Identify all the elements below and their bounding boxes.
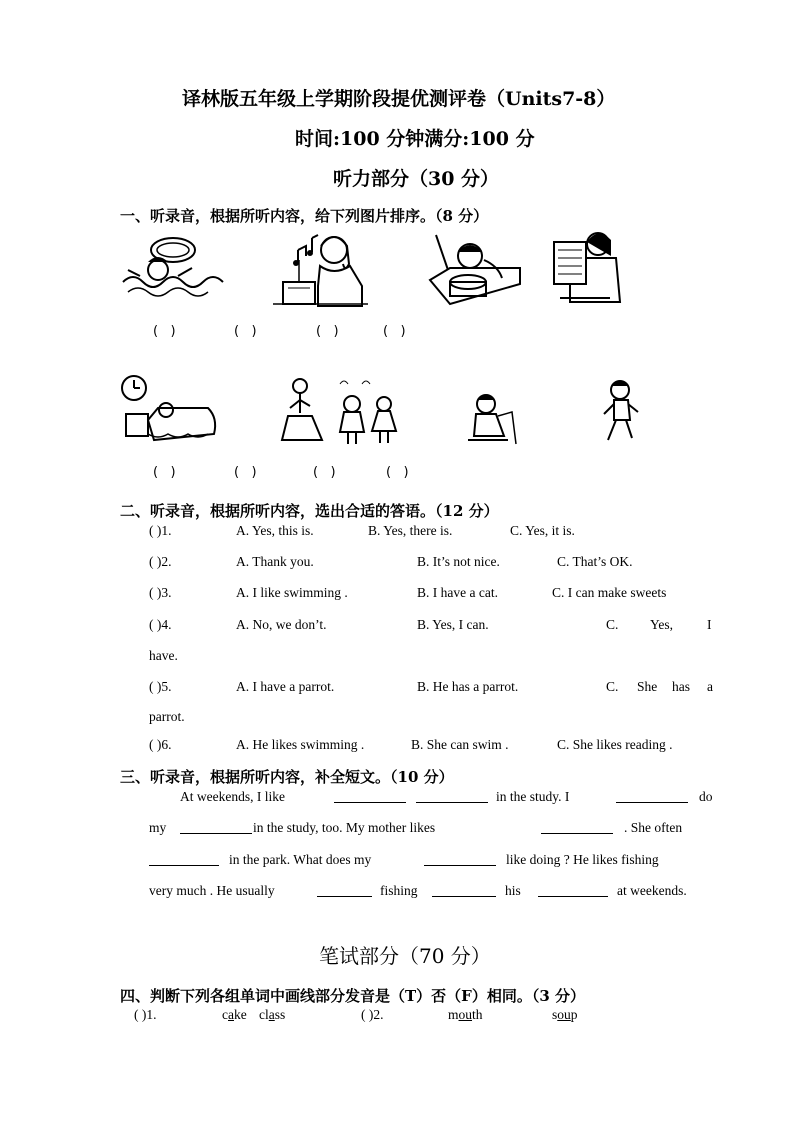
s4-q2-word1-pre: m — [448, 1007, 459, 1022]
answer-blank-row1-4[interactable]: ( ) — [383, 324, 406, 339]
s4-q1-word2-underlined: a — [268, 1007, 275, 1022]
passage-line4-text3: his — [505, 883, 521, 898]
q2-number[interactable]: ( )2. — [149, 554, 172, 569]
exam-time-line: 时间:100 分钟满分:100 分 — [295, 128, 535, 150]
sleeping-bed-icon — [118, 374, 220, 446]
q3-option-b: B. I have a cat. — [417, 585, 498, 600]
passage-blank-5[interactable] — [541, 819, 613, 834]
cooking-boy-icon — [428, 230, 523, 308]
q6-option-b: B. She can swim . — [411, 737, 509, 752]
s4-q1-number[interactable]: ( )1. — [134, 1007, 157, 1022]
passage-line4-text4: at weekends. — [617, 883, 687, 898]
answer-blank-row2-3[interactable]: ( ) — [313, 465, 336, 480]
q2-option-b: B. It’s not nice. — [417, 554, 500, 569]
written-heading: 笔试部分（70 分） — [319, 944, 491, 968]
passage-blank-4[interactable] — [180, 819, 252, 834]
q1-option-b: B. Yes, there is. — [368, 523, 453, 538]
q1-option-a: A. Yes, this is. — [236, 523, 314, 538]
s4-q2-word2-underlined: ou — [557, 1007, 571, 1022]
q3-option-a: A. I like swimming . — [236, 585, 348, 600]
s4-q1-word2-post: ss — [274, 1007, 286, 1022]
passage-line1-text3: do — [699, 789, 713, 804]
q4-number[interactable]: ( )4. — [149, 617, 172, 632]
q4-option-c-word1: Yes, — [650, 617, 674, 632]
q4-option-c-label: C. — [606, 617, 619, 632]
answer-blank-row2-2[interactable]: ( ) — [234, 465, 257, 480]
s4-q2-word1-post: th — [472, 1007, 483, 1022]
q4-option-b: B. Yes, I can. — [417, 617, 489, 632]
answer-blank-row1-3[interactable]: ( ) — [316, 324, 339, 339]
passage-blank-3[interactable] — [616, 788, 688, 803]
listening-heading: 听力部分（30 分） — [333, 168, 500, 190]
s4-q2-word2-post: p — [570, 1007, 578, 1022]
passage-line2-text2: in the study, too. My mother likes — [253, 820, 436, 835]
q5-option-c-label: C. — [606, 679, 619, 694]
q2-option-c: C. That’s OK. — [557, 554, 633, 569]
passage-line2-text3: . She often — [624, 820, 683, 835]
passage-line3-text1: in the park. What does my — [229, 852, 372, 867]
q5-option-c-cont: parrot. — [149, 709, 185, 724]
answer-blank-row2-1[interactable]: ( ) — [153, 465, 176, 480]
music-girl-icon — [268, 230, 373, 308]
running-boy-icon — [598, 378, 643, 446]
s4-q1-word1-underlined: a — [228, 1007, 234, 1022]
section2-heading: 二、听录音，根据所听内容，选出合适的答语。（12 分） — [120, 502, 499, 520]
q1-option-c: C. Yes, it is. — [510, 523, 575, 538]
q5-option-b: B. He has a parrot. — [417, 679, 519, 694]
answer-blank-row2-4[interactable]: ( ) — [386, 465, 409, 480]
s4-q1-word1 — [222, 1007, 247, 1023]
passage-blank-9[interactable] — [432, 882, 496, 897]
answer-blank-row1-1[interactable]: ( ) — [153, 324, 176, 339]
s4-q2-number[interactable]: ( )2. — [361, 1007, 384, 1022]
q4-option-a: A. No, we don’t. — [236, 617, 327, 632]
s4-q1-word1-post: ke — [234, 1007, 247, 1022]
s4-q2-word2 — [552, 1007, 578, 1023]
passage-blank-1[interactable] — [334, 788, 406, 803]
passage-blank-2[interactable] — [416, 788, 488, 803]
s4-q2-word1 — [448, 1007, 483, 1023]
q6-option-c: C. She likes reading . — [557, 737, 673, 752]
section1-heading: 一、听录音，根据所听内容，给下列图片排序。（8 分） — [120, 207, 489, 225]
s4-q2-word1-underlined: ou — [458, 1007, 473, 1022]
sitting-boy-icon — [462, 392, 520, 447]
q5-option-a: A. I have a parrot. — [236, 679, 335, 694]
passage-line3-text2: like doing ? He likes fishing — [506, 852, 659, 867]
q6-number[interactable]: ( )6. — [149, 737, 172, 752]
section4-heading: 四、判断下列各组单词中画线部分发音是（T）否（F）相同。（3 分） — [120, 987, 585, 1005]
s4-q1-word1-pre: c — [222, 1007, 228, 1022]
q3-option-c: C. I can make sweets — [552, 585, 667, 600]
swimming-boy-icon — [118, 232, 228, 304]
q5-option-c-word1: She — [637, 679, 658, 694]
s4-q2-word2-pre: s — [552, 1007, 558, 1022]
q5-number[interactable]: ( )5. — [149, 679, 172, 694]
q4-option-c-word2: I — [707, 617, 712, 632]
passage-line4-text2: fishing — [380, 883, 418, 898]
passage-line1-text2: in the study. I — [496, 789, 570, 804]
passage-line4-text1: very much . He usually — [149, 883, 275, 898]
q2-option-a: A. Thank you. — [236, 554, 314, 569]
q3-number[interactable]: ( )3. — [149, 585, 172, 600]
passage-blank-8[interactable] — [317, 882, 372, 897]
reading-girl-icon — [550, 228, 622, 308]
q6-option-a: A. He likes swimming . — [236, 737, 365, 752]
s4-q1-word2 — [259, 1007, 285, 1023]
passage-blank-6[interactable] — [149, 851, 219, 866]
exam-title: 译林版五年级上学期阶段提优测评卷（Units7-8） — [182, 88, 616, 110]
passage-blank-10[interactable] — [538, 882, 608, 897]
s4-q1-word2-pre: cl — [259, 1007, 269, 1022]
passage-line1-text1: At weekends, I like — [180, 789, 285, 804]
q1-number[interactable]: ( )1. — [149, 523, 172, 538]
passage-blank-7[interactable] — [424, 851, 496, 866]
q5-option-c-word3: a — [707, 679, 713, 694]
q5-option-c-word2: has — [672, 679, 690, 694]
section3-heading: 三、听录音，根据所听内容，补全短文。（10 分） — [120, 768, 454, 786]
q4-option-c-cont: have. — [149, 648, 178, 663]
children-playing-icon — [280, 376, 400, 448]
answer-blank-row1-2[interactable]: ( ) — [234, 324, 257, 339]
passage-line2-text1: my — [149, 820, 167, 835]
